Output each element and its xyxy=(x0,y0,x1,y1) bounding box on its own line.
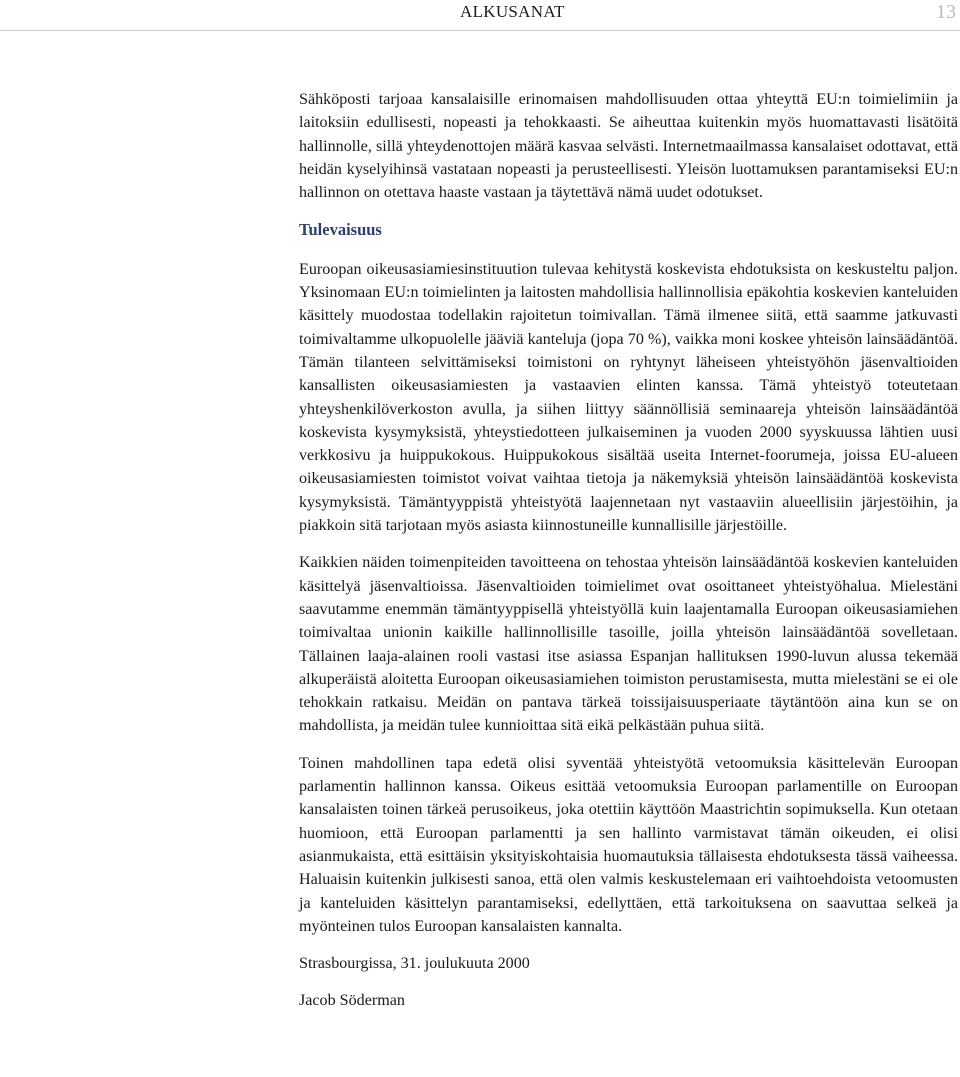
main-text xyxy=(299,88,958,1013)
page-number: 13 xyxy=(936,0,956,23)
section-heading: Tulevaisuus xyxy=(299,220,382,240)
paragraph-parliament: Toinen mahdollinen tapa edetä olisi syventää yhteistyötä vetoomuksia käsittelevän Euroopan parlamentin hallinnon kanssa. Oikeus esittää vetoomuksia Euroopan parlamentille on Euroopan kansalaisten toinen tärkeä perusoikeus, joka otettiin käyttöön Maastrichtin sopimuksella. Kun otetaan huomioon, että Euroopan parlamentti ja sen hallinto varmistavat tämän oikeuden, ei olisi asianmukaista, että esittäisin yksityiskohtaisia huomautuksia tällaisesta ehdotuksesta tässä vaiheessa. Haluaisin kuitenkin julkisesti sanoa, että olen valmis keskustelemaan eri vaihtoehdoista vetoomusten ja kanteluiden käsittelyn parantamiseksi, edellyttäen, että tarkoituksena on saavuttaa selkeä ja myönteinen tulos Euroopan kansalaisten kannalta. xyxy=(299,754,958,935)
paragraph-email: Sähköposti tarjoaa kansalaisille erinomaisen mahdollisuuden ottaa yhteyttä EU:n toimielimiin ja laitoksiin edullisesti, nopeasti ja tehokkaasti. Se aiheuttaa kuitenkin myös huomattavasti lisätöitä hallinnolle, sillä yhteydenottojen määrä kasvaa selvästi. Internetmaailmassa kansalaiset odottavat, että heidän kyselyihinsä vastataan nopeasti ja perusteellisesti. Yleisön luottamuksen parantamiseksi EU:n hallinnon on otettava haaste vastaan ja täytettävä nämä uudet odotukset. xyxy=(299,91,958,202)
page-header xyxy=(0,0,960,24)
place-date: Strasbourgissa, 31. joulukuuta 2000 xyxy=(299,955,530,973)
running-head: ALKUSANAT xyxy=(460,2,565,21)
signature: Jacob Söderman xyxy=(299,992,405,1010)
paragraph-future: Euroopan oikeusasiamiesinstituution tulevaa kehitystä koskevista ehdotuksista on keskusteltu paljon. Yksinomaan EU:n toimielinten ja laitosten mahdollisia hallinnollisia epäkohtia koskevien kanteluiden käsittely muodostaa todellakin rajoitetun toimivallan. Tämä ilmenee siitä, että saamme jatkuvasti toimivaltamme ulkopuolelle jääviä kanteluja (jopa 70 %), vaikka moni koskee yhteisön lainsäädäntöä. Tämän tilanteen selvittämiseksi toimistoni on ryhtynyt läheiseen yhteistyöhön jäsenvaltioiden kansallisten oikeusasiamiesten ja vastaavien elinten kanssa. Tämä yhteistyö toteutetaan yhteyshenkilöverkoston avulla, ja siihen liittyy säännöllisiä seminaareja yhteisön lainsäädäntöä koskevista kysymyksistä, yhteystiedotteen julkaiseminen ja vuoden 2000 syyskuussa lähtien uusi verkkosivu ja huippukokous. Huippukokous sisältää useita Internet-foorumeja, joissa EU-alueen oikeusasiamiesten toimistot voivat vaihtaa tietoja ja näkemyksiä yhteisön lainsäädäntöä koskevista kysymyksistä. Tämäntyyppistä yhteistyötä laajennetaan nyt vastaaviin alueellisiin järjestöihin, ja piakkoin sitä tarjotaan myös asiasta kiinnostuneille kunnallisille järjestöille. xyxy=(299,260,958,535)
header-rule xyxy=(0,30,960,31)
paragraph-measures: Kaikkien näiden toimenpiteiden tavoitteena on tehostaa yhteisön lainsäädäntöä koskevien kanteluiden käsittelyä jäsenvaltioissa. Jäsenvaltioiden toimielimet ovat osoittaneet yhteistyöhalua. Mielestäni saavutamme enemmän tämäntyyppisellä yhteistyöllä kuin laajentamalla Euroopan oikeusasiamiehen toimivaltaa unionin kaikille hallinnollisille tasoille, joilla yhteisön lainsäädäntöä sovelletaan. Tällainen laaja-alainen rooli vastasi itse asiassa Espanjan hallituksen 1990-luvun alussa tekemää alkuperäistä aloitetta Euroopan oikeusasiamiehen toimiston perustamisesta, mutta mielestäni se ei ole tehokkain ratkaisu. Meidän on pantava tärkeä toissijaisuusperiaate täytäntöön aina kun se on mahdollista, ja meidän tulee kunnioittaa sitä eikä pelkästään puhua siitä. xyxy=(299,554,958,735)
